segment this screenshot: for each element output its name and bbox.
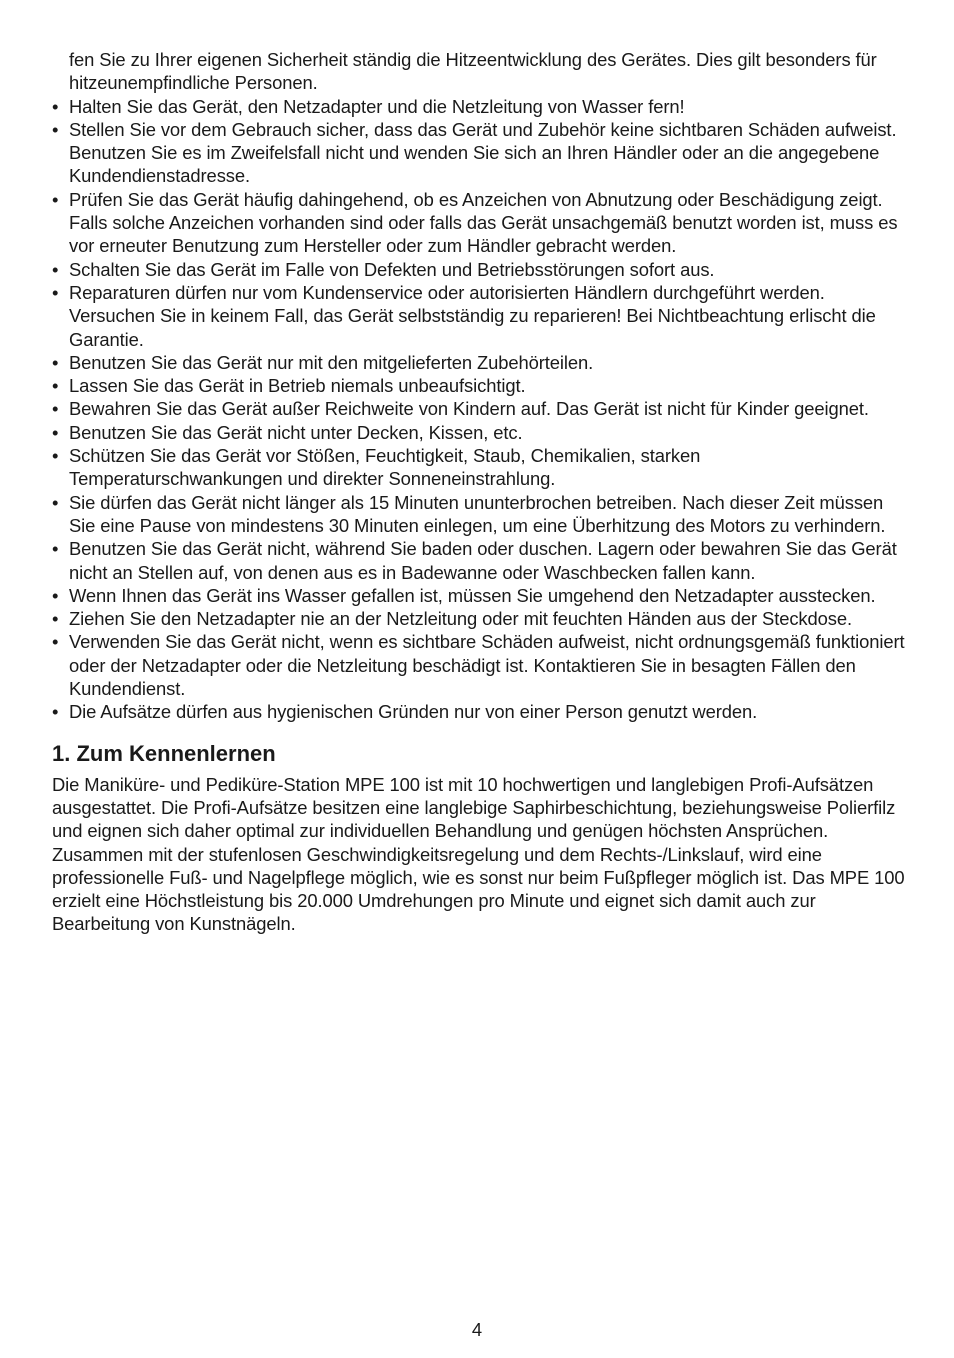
bullet-icon: • — [52, 631, 59, 653]
section-heading: 1. Zum Kennenlernen — [52, 740, 276, 766]
bullet-icon: • — [52, 608, 59, 630]
list-item-text: Benutzen Sie das Gerät nicht unter Decken, Kissen, etc. — [69, 421, 523, 443]
bullet-icon: • — [52, 351, 59, 373]
list-item-text: Bewahren Sie das Gerät außer Reichweite von Kindern auf. Das Gerät ist nicht für Kinder geeignet. — [69, 398, 869, 420]
bullet-icon: • — [52, 188, 59, 210]
features-paragraph: Zusammen mit der stufenlosen Geschwindigkeitsregelung und dem Rechts-/Linkslauf, wird eine professionelle Fuß- und Nagelpflege möglich, wie es sonst nur beim Fußpfleger möglich ist. Das MPE 100 erzielt eine Höchstleistung bis 20.000 Umdrehungen pro Minute und eignet sich damit auch zur Bearbeitung von Kunstnägeln. — [52, 843, 905, 935]
continuation-text: fen Sie zu Ihrer eigenen Sicherheit ständig die Hitzeentwicklung des Gerätes. Dies gilt besonders für hitzeunempfindliche Personen. — [69, 49, 877, 94]
list-item — [52, 444, 908, 491]
bullet-icon: • — [52, 281, 59, 303]
list-item-text: Schalten Sie das Gerät im Falle von Defekten und Betriebsstörungen sofort aus. — [69, 258, 715, 280]
bullet-icon: • — [52, 95, 59, 117]
bullet-icon: • — [52, 398, 59, 420]
list-item-text: Ziehen Sie den Netzadapter nie an der Netzleitung oder mit feuchten Händen aus der Steckdose. — [69, 608, 853, 630]
list-item — [52, 584, 908, 607]
list-item — [52, 630, 908, 700]
list-item-text: Lassen Sie das Gerät in Betrieb niemals unbeaufsichtigt. — [69, 375, 526, 397]
list-item — [52, 118, 908, 188]
list-item-text: Reparaturen dürfen nur vom Kundenservice oder autorisierten Händlern durchgeführt werden. Versuchen Sie in keinem Fall, das Gerät selbstständig zu reparieren! Bei Nichtbeachtung erlischt die Garantie. — [69, 281, 876, 350]
list-item-text: Halten Sie das Gerät, den Netzadapter und die Netzleitung von Wasser fern! — [69, 95, 685, 117]
list-item-text: Verwenden Sie das Gerät nicht, wenn es sichtbare Schäden aufweist, nicht ordnungsgemäß funktioniert oder der Netzadapter oder die Netzleitung beschädigt ist. Kontaktieren Sie in besagten Fällen den Kundendienst. — [69, 631, 905, 700]
bullet-icon: • — [52, 445, 59, 467]
bullet-icon: • — [52, 538, 59, 560]
list-item — [52, 258, 908, 281]
list-item — [52, 95, 908, 118]
list-item-text: Sie dürfen das Gerät nicht länger als 15 Minuten ununterbrochen betreiben. Nach dieser Zeit müssen Sie eine Pause von mindestens 30 Minuten einlegen, um eine Überhitzung des Motors zu verhindern. — [69, 491, 886, 536]
list-item — [52, 421, 908, 444]
bullet-icon: • — [52, 258, 59, 280]
list-item-text: Prüfen Sie das Gerät häufig dahingehend, ob es Anzeichen von Abnutzung oder Beschädigung zeigt. Falls solche Anzeichen vorhanden sind oder falls das Gerät unsachgemäß benutzt worden ist, muss es vor erneuter Benutzung zum Hersteller oder zum Händler gebracht werden. — [69, 188, 898, 257]
safety-bullet-list — [52, 95, 908, 724]
bullet-icon: • — [52, 701, 59, 723]
list-item — [52, 188, 908, 258]
list-item — [52, 281, 908, 351]
bullet-icon: • — [52, 491, 59, 513]
list-item — [52, 351, 908, 374]
page-number: 4 — [471, 1319, 483, 1340]
list-item — [52, 374, 908, 397]
list-item — [52, 491, 908, 538]
list-item — [52, 397, 908, 420]
bullet-icon: • — [52, 375, 59, 397]
list-item — [52, 700, 908, 723]
bullet-icon: • — [52, 421, 59, 443]
list-item — [52, 537, 908, 584]
list-item-text: Benutzen Sie das Gerät nicht, während Sie baden oder duschen. Lagern oder bewahren Sie das Gerät nicht an Stellen auf, von denen aus es in Badewanne oder Waschbecken fallen kann. — [69, 538, 897, 583]
list-item-text: Schützen Sie das Gerät vor Stößen, Feuchtigkeit, Staub, Chemikalien, starken Temperaturschwankungen und direkter Sonneneinstrahlung. — [69, 445, 701, 490]
list-item — [52, 607, 908, 630]
intro-paragraph: Die Maniküre- und Pediküre-Station MPE 100 ist mit 10 hochwertigen und langlebigen Profi-Aufsätzen ausgestattet. Die Profi-Aufsätze besitzen eine langlebige Saphirbeschichtung, beziehungsweise Polierfilz und eignen sich daher optimal zur individuellen Behandlung und genügen höchsten Ansprüchen. — [52, 773, 896, 842]
bullet-icon: • — [52, 118, 59, 140]
list-item-text: Stellen Sie vor dem Gebrauch sicher, dass das Gerät und Zubehör keine sichtbaren Schäden aufweist. Benutzen Sie es im Zweifelsfall nicht und wenden Sie sich an Ihren Händler oder an die angegebene Kundendienstadresse. — [69, 118, 897, 187]
bullet-icon: • — [52, 584, 59, 606]
list-item-text: Die Aufsätze dürfen aus hygienischen Gründen nur von einer Person genutzt werden. — [69, 701, 758, 723]
list-item-text: Benutzen Sie das Gerät nur mit den mitgelieferten Zubehörteilen. — [69, 351, 594, 373]
list-item-text: Wenn Ihnen das Gerät ins Wasser gefallen ist, müssen Sie umgehend den Netzadapter ausstecken. — [69, 584, 876, 606]
document-page — [52, 48, 908, 936]
